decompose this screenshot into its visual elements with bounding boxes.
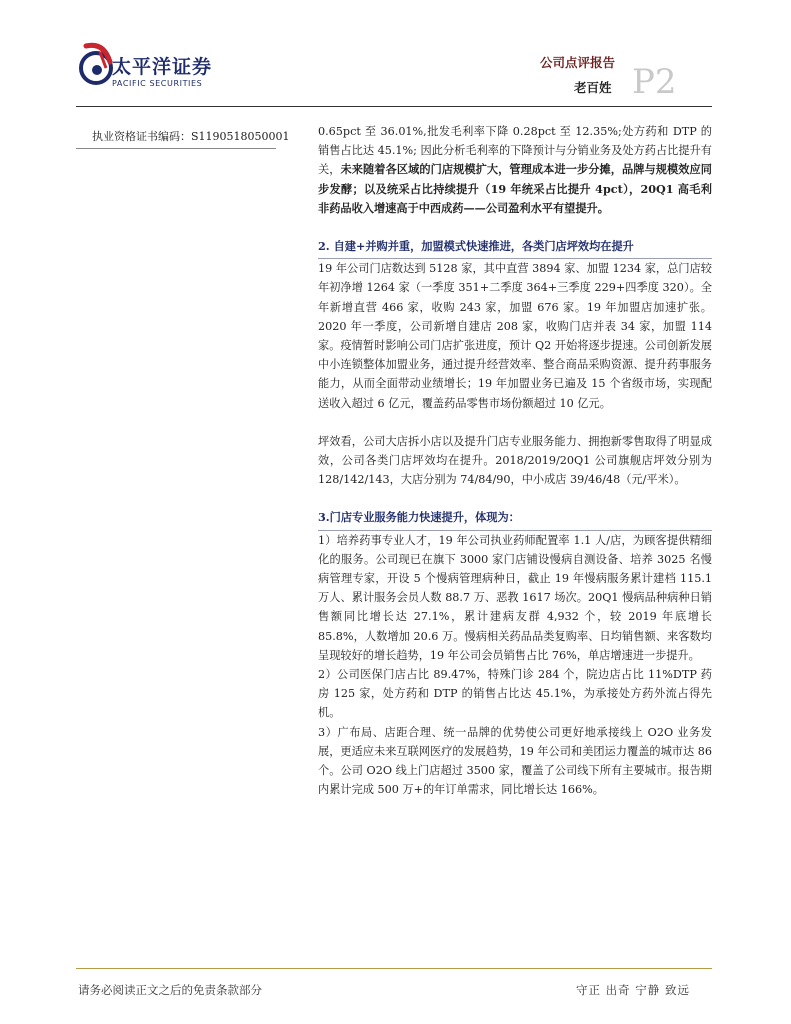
header-divider	[76, 106, 712, 107]
section-3-paragraph-1: 1）培养药事专业人才，19 年公司执业药师配置率 1.1 人/店，为顾客提供精细化的服务。公司现已在旗下 3000 家门店铺设慢病自测设备、培养 3025 名慢病管理专家，开设 5 个慢病管理病种日，截止 19 年慢病服务累计建档 115.1 万人、累计服务会员人数 88.7 万、恶教 1617 场次。20Q1 慢病品种病种日销售额同比增长达 27.1%，累计建病友群 4,932 个，较 2019 年底增长 85.8%，人数增加 20.6 万。慢病相关药品品类复购率、日均销售额、来客数均呈现较好的增长趋势，19 年公司会员销售占比 76%，单店增速进一步提升。	[318, 533, 712, 662]
logo-english-name: PACIFIC SECURITIES	[112, 79, 203, 88]
text-regular: 0.65pct 至 36.01%,批发毛利率下降 0.28pct 至 12.35%;处方药和 DTP 的销售占比达 45.1%; 因此分析毛利率的下降预计与分销业务及处方药占比提升有关，	[318, 125, 712, 177]
company-motto: 守正 出奇 宁静 致远	[576, 983, 690, 997]
certificate-code: 执业资格证书编码：S1190518050001	[92, 130, 290, 143]
sidebar-divider	[76, 148, 276, 149]
report-body	[318, 120, 712, 800]
section-heading-2: 2. 自建+并购并重，加盟模式快速推进，各类门店坪效均在提升	[318, 237, 712, 259]
page-number: P2	[632, 62, 677, 102]
section-2-paragraph-1: 19 年公司门店数达到 5128 家，其中直营 3894 家、加盟 1234 家，总门店较年初净增 1264 家（一季度 351+二季度 364+三季度 229+四季度 320）。全年新增直营 466 家，收购 243 家，加盟 676 家。19 年加盟店加速扩张。2020 年一季度，公司新增自建店 208 家，收购门店并表 34 家，加盟 114 家。疫情暂时影响公司门店扩张进度，预计 Q2 开始将逐步提速。公司创新发展中小连锁整体加盟业务，通过提升经营效率、整合商品采购资源、提升药事服务能力，从而全面带动业绩增长；19 年加盟业务已遍及 15 个省级市场，实现配送收入超过 6 亿元，覆盖药品零售市场份额超过 10 亿元。	[318, 262, 712, 410]
company-name: 老百姓	[574, 80, 612, 95]
paragraph-margin	[318, 122, 712, 218]
section-3-paragraph-3: 3）广布局、店距合理、统一品牌的优势使公司更好地承接线上 O2O 业务发展，更适应未来互联网医疗的发展趋势，19 年公司和美团运力覆盖的城市达 86 个。公司 O2O 线上门店超过 3500 家，覆盖了公司线下所有主要城市。报告期内累计完成 500 万+的年订单需求，同比增长达 166%。	[318, 725, 712, 797]
report-type: 公司点评报告	[540, 55, 616, 70]
section-3-paragraph-2: 2）公司医保门店占比 89.47%，特殊门诊 284 个，院边店占比 11%DTP 药房 125 家，处方药和 DTP 的销售占比达 45.1%，为承接处方药外流占得先机。	[318, 668, 712, 720]
text-bold: 未来随着各区域的门店规模扩大，管理成本进一步分摊，品牌与规模效应同步发酵；以及统采占比持续提升（19 年统采占比提升 4pct），20Q1 高毛利非药品收入增速高于中西成药——公司盈利水平有望提升。	[318, 162, 712, 215]
section-2-paragraph-2: 坪效看，公司大店拆小店以及提升门店专业服务能力、拥抱新零售取得了明显成效，公司各类门店坪效均在提升。2018/2019/20Q1 公司旗舰店坪效分别为 128/142/143，大店分别为 74/84/90，中小成店 39/46/48（元/平米）。	[318, 434, 712, 487]
disclaimer-note: 请务必阅读正文之后的免责条款部分	[78, 983, 262, 997]
footer-divider	[76, 968, 712, 969]
page-header	[0, 0, 791, 120]
section-heading-3: 3.门店专业服务能力快速提升，体现为：	[318, 508, 712, 530]
logo-chinese-name: 太平洋证券	[112, 56, 213, 78]
